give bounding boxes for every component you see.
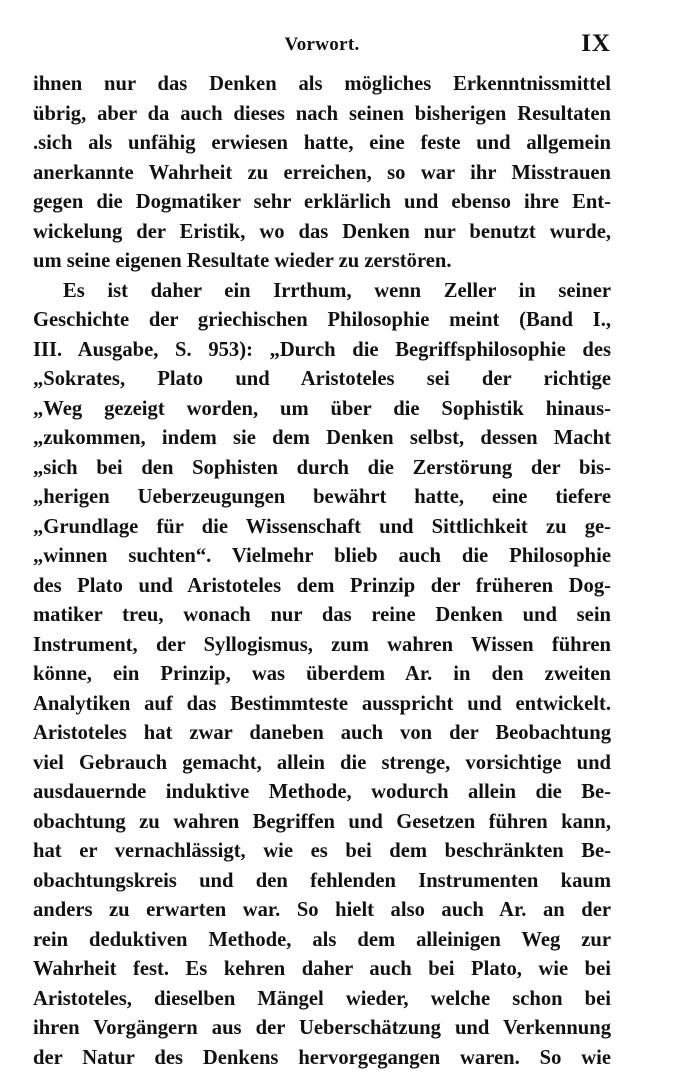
text-line: Geschichte der griechischen Philosophie meint (Band I., (33, 306, 611, 336)
body-text (33, 70, 611, 1073)
text-line: .sich als unfähig erwiesen hatte, eine feste und allgemein (33, 129, 611, 159)
text-line: viel Gebrauch gemacht, allein die strenge, vorsichtige und (33, 749, 611, 779)
text-line: III. Ausgabe, S. 953): „Durch die Begriffsphilosophie des (33, 336, 611, 366)
text-line: Aristoteles, dieselben Mängel wieder, welche schon bei (33, 985, 611, 1015)
text-line: obachtungskreis und den fehlenden Instrumenten kaum (33, 867, 611, 897)
text-line: Wahrheit fest. Es kehren daher auch bei Plato, wie bei (33, 955, 611, 985)
text-line: Instrument, der Syllogismus, zum wahren Wissen führen (33, 631, 611, 661)
text-line: Analytiken auf das Bestimmteste ausspricht und entwickelt. (33, 690, 611, 720)
text-line: „Weg gezeigt worden, um über die Sophistik hinaus- (33, 395, 611, 425)
text-line: Es ist daher ein Irrthum, wenn Zeller in seiner (33, 277, 611, 307)
text-line: Aristoteles hat zwar daneben auch von der Beobachtung (33, 719, 611, 749)
text-line: matiker treu, wonach nur das reine Denken und sein (33, 601, 611, 631)
text-line: könne, ein Prinzip, was überdem Ar. in den zweiten (33, 660, 611, 690)
page-header (33, 30, 611, 62)
text-line: „herigen Ueberzeugungen bewährt hatte, eine tiefere (33, 483, 611, 513)
text-line: wickelung der Eristik, wo das Denken nur benutzt wurde, (33, 218, 611, 248)
page-number: IX (581, 30, 611, 58)
text-line: des Plato und Aristoteles dem Prinzip der früheren Dog- (33, 572, 611, 602)
text-line: hat er vernachlässigt, wie es bei dem beschränkten Be- (33, 837, 611, 867)
text-line: anders zu erwarten war. So hielt also auch Ar. an der (33, 896, 611, 926)
text-line: ihnen nur das Denken als mögliches Erkenntnissmittel (33, 70, 611, 100)
text-line: anerkannte Wahrheit zu erreichen, so war ihr Misstrauen (33, 159, 611, 189)
text-line: ausdauernde induktive Methode, wodurch allein die Be- (33, 778, 611, 808)
text-line: übrig, aber da auch dieses nach seinen bisherigen Resultaten (33, 100, 611, 130)
text-line: rein deduktiven Methode, als dem alleinigen Weg zur (33, 926, 611, 956)
text-line: der Natur des Denkens hervorgegangen waren. So wie (33, 1044, 611, 1073)
text-line: „winnen suchten“. Vielmehr blieb auch die Philosophie (33, 542, 611, 572)
text-line: „zukommen, indem sie dem Denken selbst, dessen Macht (33, 424, 611, 454)
text-line: „sich bei den Sophisten durch die Zerstörung der bis- (33, 454, 611, 484)
text-line: um seine eigenen Resultate wieder zu zerstören. (33, 247, 611, 277)
text-line: „Sokrates, Plato und Aristoteles sei der richtige (33, 365, 611, 395)
text-line: „Grundlage für die Wissenschaft und Sittlichkeit zu ge- (33, 513, 611, 543)
running-head: Vorwort. (33, 34, 611, 56)
text-line: obachtung zu wahren Begriffen und Gesetzen führen kann, (33, 808, 611, 838)
text-line: ihren Vorgängern aus der Ueberschätzung und Verkennung (33, 1014, 611, 1044)
text-line: gegen die Dogmatiker sehr erklärlich und ebenso ihre Ent- (33, 188, 611, 218)
